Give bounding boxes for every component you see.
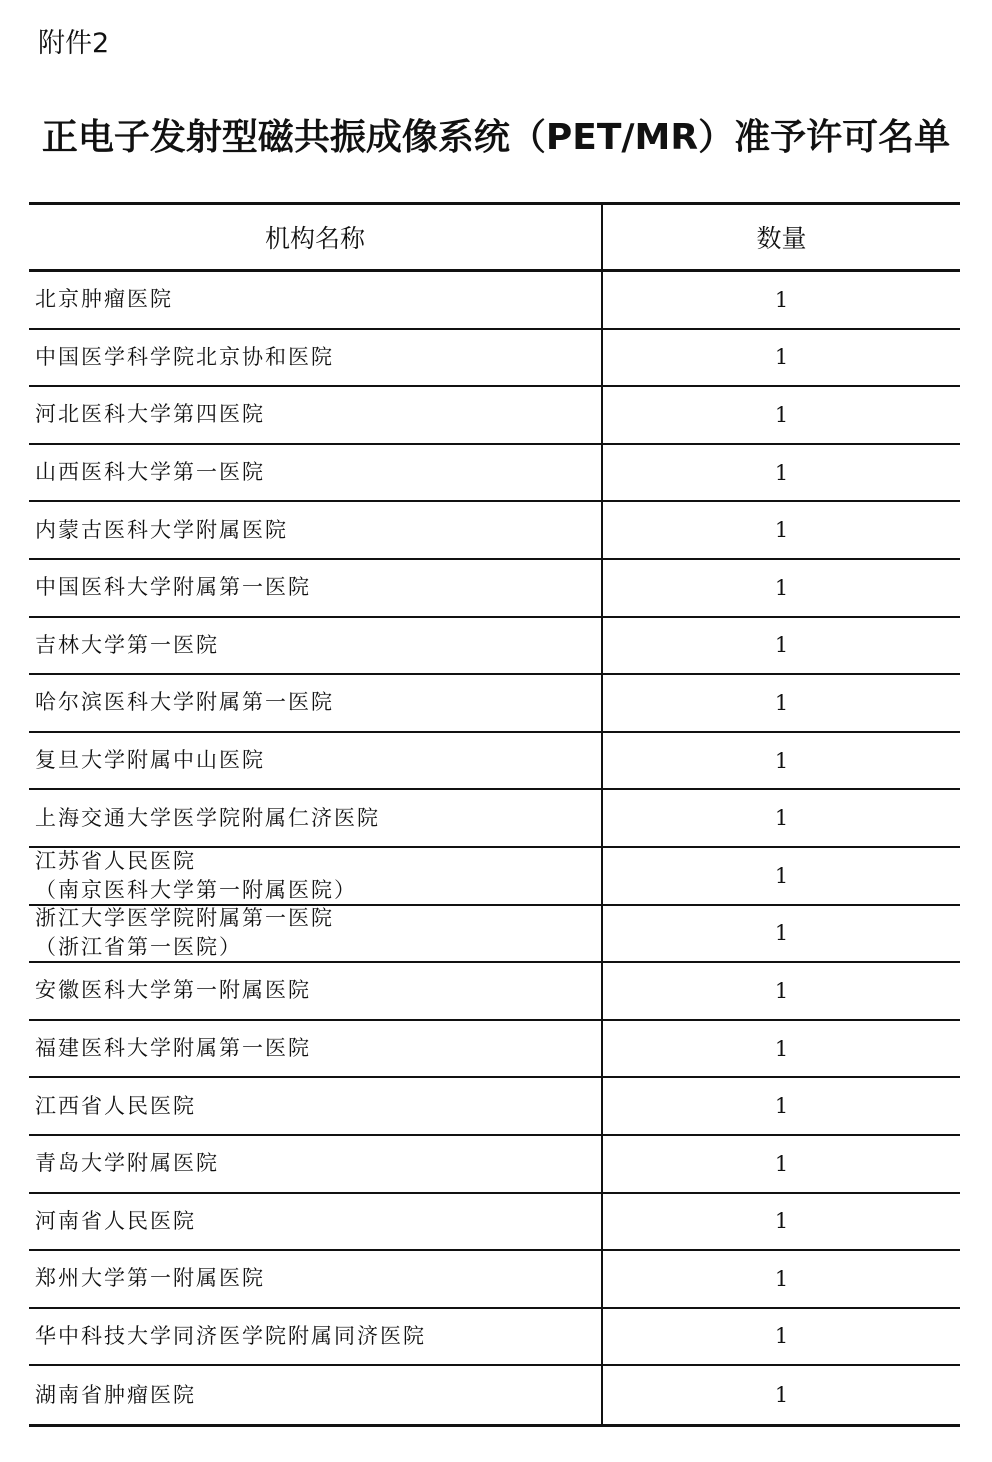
table-row bbox=[29, 445, 960, 503]
quantity-cell: 1 bbox=[774, 1266, 789, 1291]
institution-cell bbox=[29, 1078, 603, 1134]
institution-name: 上海交通大学医学院附属仁济医院 bbox=[35, 805, 380, 830]
table-row bbox=[29, 675, 960, 733]
table-row bbox=[29, 906, 960, 964]
institution-name: 北京肿瘤医院 bbox=[35, 287, 173, 312]
attachment-label: 附件2 bbox=[38, 28, 110, 59]
institution-name: 福建医科大学附属第一医院 bbox=[35, 1036, 311, 1061]
table-row bbox=[29, 1194, 960, 1252]
quantity-cell: 1 bbox=[774, 921, 789, 946]
institution-cell bbox=[29, 790, 603, 846]
table-body bbox=[29, 272, 960, 1424]
table-row bbox=[29, 272, 960, 330]
institution-cell bbox=[29, 1194, 603, 1250]
institution-alt-name: （浙江省第一医院） bbox=[35, 935, 242, 960]
quantity-cell: 1 bbox=[774, 1324, 789, 1349]
institution-cell bbox=[29, 502, 603, 558]
table-row bbox=[29, 1078, 960, 1136]
table-row bbox=[29, 618, 960, 676]
table-row bbox=[29, 560, 960, 618]
institution-name: 浙江大学医学院附属第一医院 bbox=[35, 906, 334, 931]
table-row bbox=[29, 502, 960, 560]
institution-name: 吉林大学第一医院 bbox=[35, 632, 219, 657]
quantity-cell: 1 bbox=[774, 1209, 789, 1234]
table-row bbox=[29, 387, 960, 445]
institution-cell bbox=[29, 387, 603, 443]
table-row bbox=[29, 790, 960, 848]
quantity-cell: 1 bbox=[774, 1151, 789, 1176]
institution-cell bbox=[29, 1309, 603, 1365]
institution-name: 郑州大学第一附属医院 bbox=[35, 1266, 265, 1291]
institution-cell bbox=[29, 963, 603, 1019]
table-row bbox=[29, 1366, 960, 1424]
quantity-cell: 1 bbox=[774, 806, 789, 831]
table-row bbox=[29, 330, 960, 388]
table-row bbox=[29, 1309, 960, 1367]
page-title: 正电子发射型磁共振成像系统（PET/MR）准予许可名单 bbox=[41, 117, 951, 158]
quantity-cell: 1 bbox=[774, 748, 789, 773]
header-institution: 机构名称 bbox=[29, 205, 603, 269]
quantity-cell: 1 bbox=[774, 575, 789, 600]
institution-name: 江西省人民医院 bbox=[35, 1093, 196, 1118]
quantity-cell: 1 bbox=[774, 287, 789, 312]
quantity-cell: 1 bbox=[774, 978, 789, 1003]
table-row bbox=[29, 963, 960, 1021]
quantity-cell: 1 bbox=[774, 690, 789, 715]
institution-name: 复旦大学附属中山医院 bbox=[35, 748, 265, 773]
institution-cell bbox=[29, 733, 603, 789]
quantity-cell: 1 bbox=[774, 1094, 789, 1119]
institution-name: 江苏省人民医院 bbox=[35, 848, 196, 873]
table-row bbox=[29, 848, 960, 906]
institution-cell bbox=[29, 1136, 603, 1192]
table-row bbox=[29, 733, 960, 791]
institution-alt-name: （南京医科大学第一附属医院） bbox=[35, 877, 357, 902]
institution-name: 青岛大学附属医院 bbox=[35, 1151, 219, 1176]
institution-name: 河北医科大学第四医院 bbox=[35, 402, 265, 427]
institution-cell bbox=[29, 330, 603, 386]
institution-cell bbox=[29, 618, 603, 674]
institution-name: 中国医科大学附属第一医院 bbox=[35, 575, 311, 600]
quantity-cell: 1 bbox=[774, 460, 789, 485]
institution-cell bbox=[29, 1021, 603, 1077]
quantity-cell: 1 bbox=[774, 518, 789, 543]
institution-cell bbox=[29, 675, 603, 731]
institution-name: 华中科技大学同济医学院附属同济医院 bbox=[35, 1323, 426, 1348]
institution-name: 中国医学科学院北京协和医院 bbox=[35, 344, 334, 369]
quantity-cell: 1 bbox=[774, 1383, 789, 1408]
institution-name: 安徽医科大学第一附属医院 bbox=[35, 978, 311, 1003]
quantity-cell: 1 bbox=[774, 633, 789, 658]
quantity-cell: 1 bbox=[774, 402, 789, 427]
institution-cell bbox=[29, 1251, 603, 1307]
header-quantity: 数量 bbox=[756, 224, 807, 253]
table-row bbox=[29, 1251, 960, 1309]
institution-name: 内蒙古医科大学附属医院 bbox=[35, 517, 288, 542]
institution-cell bbox=[29, 445, 603, 501]
table-header bbox=[29, 205, 960, 272]
institution-cell bbox=[29, 560, 603, 616]
table-row bbox=[29, 1136, 960, 1194]
institution-name: 湖南省肿瘤医院 bbox=[35, 1382, 196, 1407]
institution-cell bbox=[29, 272, 603, 328]
table-row bbox=[29, 1021, 960, 1079]
institution-cell bbox=[29, 906, 603, 962]
quantity-cell: 1 bbox=[774, 863, 789, 888]
institution-name: 河南省人民医院 bbox=[35, 1208, 196, 1233]
quantity-cell: 1 bbox=[774, 345, 789, 370]
institution-cell bbox=[29, 1366, 603, 1424]
quantity-cell: 1 bbox=[774, 1036, 789, 1061]
institution-cell bbox=[29, 848, 603, 904]
license-table bbox=[29, 202, 960, 1427]
institution-name: 山西医科大学第一医院 bbox=[35, 460, 265, 485]
institution-name: 哈尔滨医科大学附属第一医院 bbox=[35, 690, 334, 715]
